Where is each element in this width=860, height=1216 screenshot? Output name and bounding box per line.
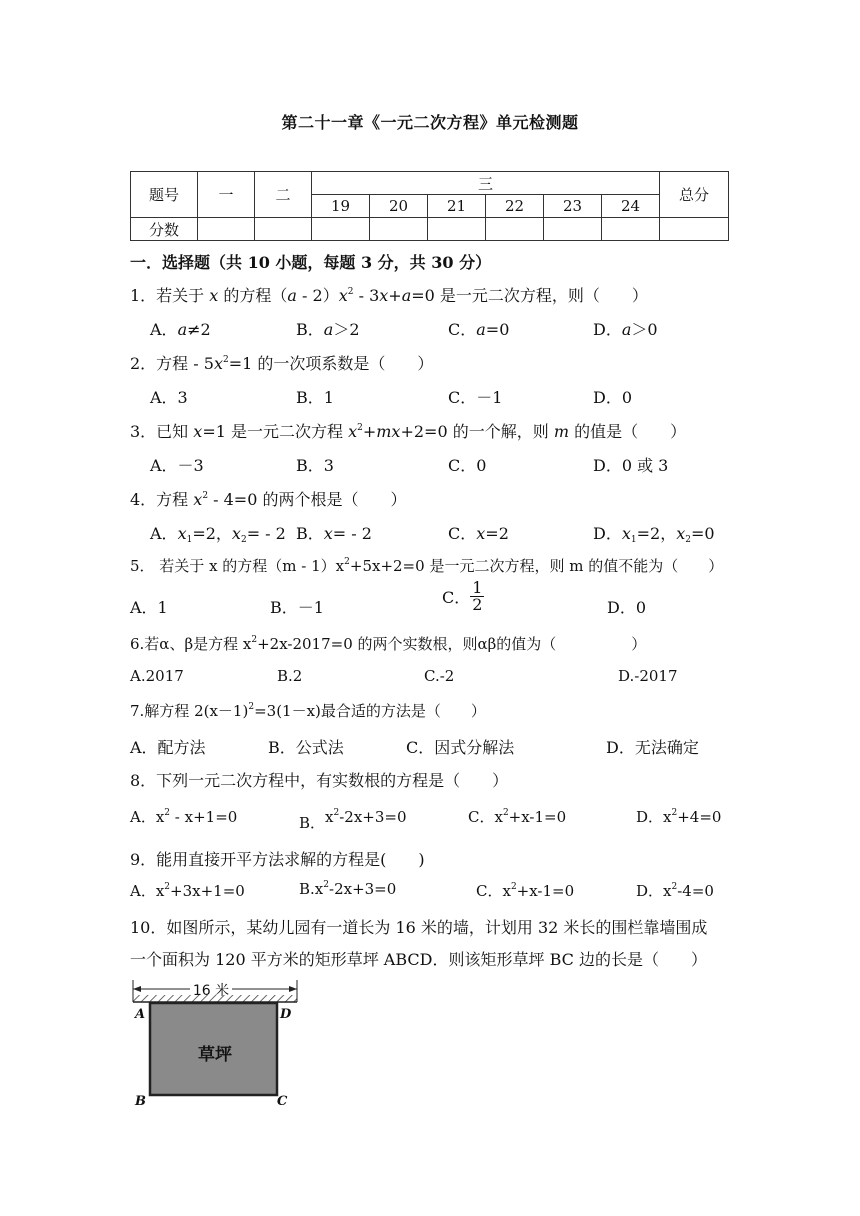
question-number: 22 xyxy=(486,195,544,218)
question-7-option-c: C．因式分解法 xyxy=(406,738,515,757)
question-4-option-b: B．x= - 2 xyxy=(296,524,372,543)
wall-length-label: 16 米 xyxy=(192,983,230,999)
question-7-option-a: A．配方法 xyxy=(130,738,206,757)
question-3-stem: 3．已知 x=1 是一元二次方程 $x^2+mx+2=0$ 的一个解，则 m 的值是（ ） xyxy=(130,422,687,441)
question-number: 20 xyxy=(370,195,428,218)
part3-label: 三 xyxy=(312,172,660,195)
question-1-option-b: B．a＞2 xyxy=(296,320,360,339)
part2-label: 二 xyxy=(255,172,312,218)
question-10-line-2: 一个面积为 120 平方米的矩形草坪 ABCD．则该矩形草坪 BC 边的长是（ ） xyxy=(130,950,707,969)
question-5-stem: 5． 若关于 x 的方程$(m - 1)x^2+5x+2=0$ 是一元二次方程，则 m 的值不能为（ ） xyxy=(130,557,724,575)
question-2-option-a: A．3 xyxy=(150,388,188,407)
score-cell xyxy=(602,218,660,241)
vertex-b-label: B xyxy=(135,1094,146,1109)
part1-label: 一 xyxy=(198,172,255,218)
question-5-option-b: B．－1 xyxy=(270,598,324,617)
question-2-option-b: B．1 xyxy=(296,388,334,407)
total-label: 总分 xyxy=(660,172,729,218)
question-9-option-a: A．$x^2+3x+1=0$ xyxy=(130,882,245,900)
header-label: 题号 xyxy=(131,172,198,218)
question-number: 21 xyxy=(428,195,486,218)
score-cell xyxy=(255,218,312,241)
dimension-arrow-right xyxy=(289,986,297,992)
score-cell xyxy=(660,218,729,241)
question-6-option-d: D.-2017 xyxy=(618,667,678,685)
question-8-option-d: D．$x^2+4=0$ xyxy=(636,808,722,826)
lawn-figure xyxy=(125,975,305,1110)
vertex-c-label: C xyxy=(277,1094,288,1109)
question-7-option-b: B．公式法 xyxy=(268,738,344,757)
score-cell xyxy=(544,218,602,241)
document-title: 第二十一章《一元二次方程》单元检测题 xyxy=(281,113,579,132)
question-3-option-a: A．－3 xyxy=(150,456,204,475)
score-cell xyxy=(312,218,370,241)
question-8-stem: 8．下列一元二次方程中，有实数根的方程是（ ） xyxy=(130,771,509,790)
question-1-option-a: A．a≠2 xyxy=(150,320,211,339)
question-5-option-a: A．1 xyxy=(130,598,168,617)
question-2-option-d: D．0 xyxy=(593,388,633,407)
question-3-option-c: C．0 xyxy=(448,456,487,475)
question-4-option-a: A．$x_1=2$，$x_2= - 2$ xyxy=(150,524,286,545)
question-2-option-c: C．－1 xyxy=(448,388,503,407)
question-3-option-d: D．0 或 3 xyxy=(593,456,669,475)
question-7-stem: 7.解方程 $2(x-1)^2=3(1-x)$最合适的方法是（ ） xyxy=(130,702,486,720)
question-6-stem: 6.若α、β是方程 $x^2+2x-2017=0$ 的两个实数根，则αβ的值为（ ） xyxy=(130,635,647,653)
score-cell xyxy=(198,218,255,241)
score-cell xyxy=(486,218,544,241)
question-7-option-d: D．无法确定 xyxy=(606,738,699,757)
question-9-option-c: C．$x^2+x-1=0$ xyxy=(476,882,575,900)
question-9-stem: 9．能用直接开平方法求解的方程是( ) xyxy=(130,850,425,869)
fraction-one-half: $\frac{1}{2}$ xyxy=(472,578,483,614)
question-6-option-b: B.2 xyxy=(277,667,303,685)
question-8-option-a: A．$x^2 - x+1=0$ xyxy=(130,808,238,826)
section-title: 一．选择题（共 10 小题，每题 3 分，共 30 分） xyxy=(130,253,492,272)
question-1-option-c: C．a=0 xyxy=(448,320,510,339)
question-9-option-d: D．$x^2-4=0$ xyxy=(636,882,714,900)
question-8-option-b: B．$x^2-2x+3=0$ xyxy=(299,808,407,832)
dimension-arrow-left xyxy=(133,986,141,992)
question-8-option-c: C．$x^2+x-1=0$ xyxy=(468,808,567,826)
score-table xyxy=(130,171,729,241)
question-6-option-c: C.-2 xyxy=(424,667,455,685)
question-5-option-d: D．0 xyxy=(607,598,647,617)
question-1-stem: 1．若关于 x 的方程$(a - 2)x^2 - 3x+a=0$ 是一元二次方程，则（ ） xyxy=(130,286,648,305)
vertex-a-label: A xyxy=(135,1007,146,1022)
vertex-d-label: D xyxy=(280,1007,292,1022)
score-label: 分数 xyxy=(131,218,198,241)
question-number: 23 xyxy=(544,195,602,218)
question-number: 24 xyxy=(602,195,660,218)
question-2-stem: 2．方程 - $5x^2=1$ 的一次项系数是（ ） xyxy=(130,354,434,373)
question-10-line-1: 10．如图所示，某幼儿园有一道长为 16 米的墙，计划用 32 米长的围栏靠墙围成 xyxy=(130,918,708,937)
question-1-option-d: D．a＞0 xyxy=(593,320,658,339)
question-5-option-c: C． $\frac{1}{2}$ xyxy=(442,578,483,614)
question-4-option-c: C．x=2 xyxy=(448,524,509,543)
lawn-label: 草坪 xyxy=(198,1045,232,1065)
question-3-option-b: B．3 xyxy=(296,456,334,475)
question-9-option-b: $B.x^2-2x+3=0$ xyxy=(299,880,397,898)
score-cell xyxy=(428,218,486,241)
question-4-option-d: D．$x_1=2$，$x_2=0$ xyxy=(593,524,715,545)
question-6-option-a: A.2017 xyxy=(130,667,184,685)
score-cell xyxy=(370,218,428,241)
question-4-stem: 4．方程 $x^2 - 4=0$ 的两个根是（ ） xyxy=(130,490,407,509)
question-number: 19 xyxy=(312,195,370,218)
